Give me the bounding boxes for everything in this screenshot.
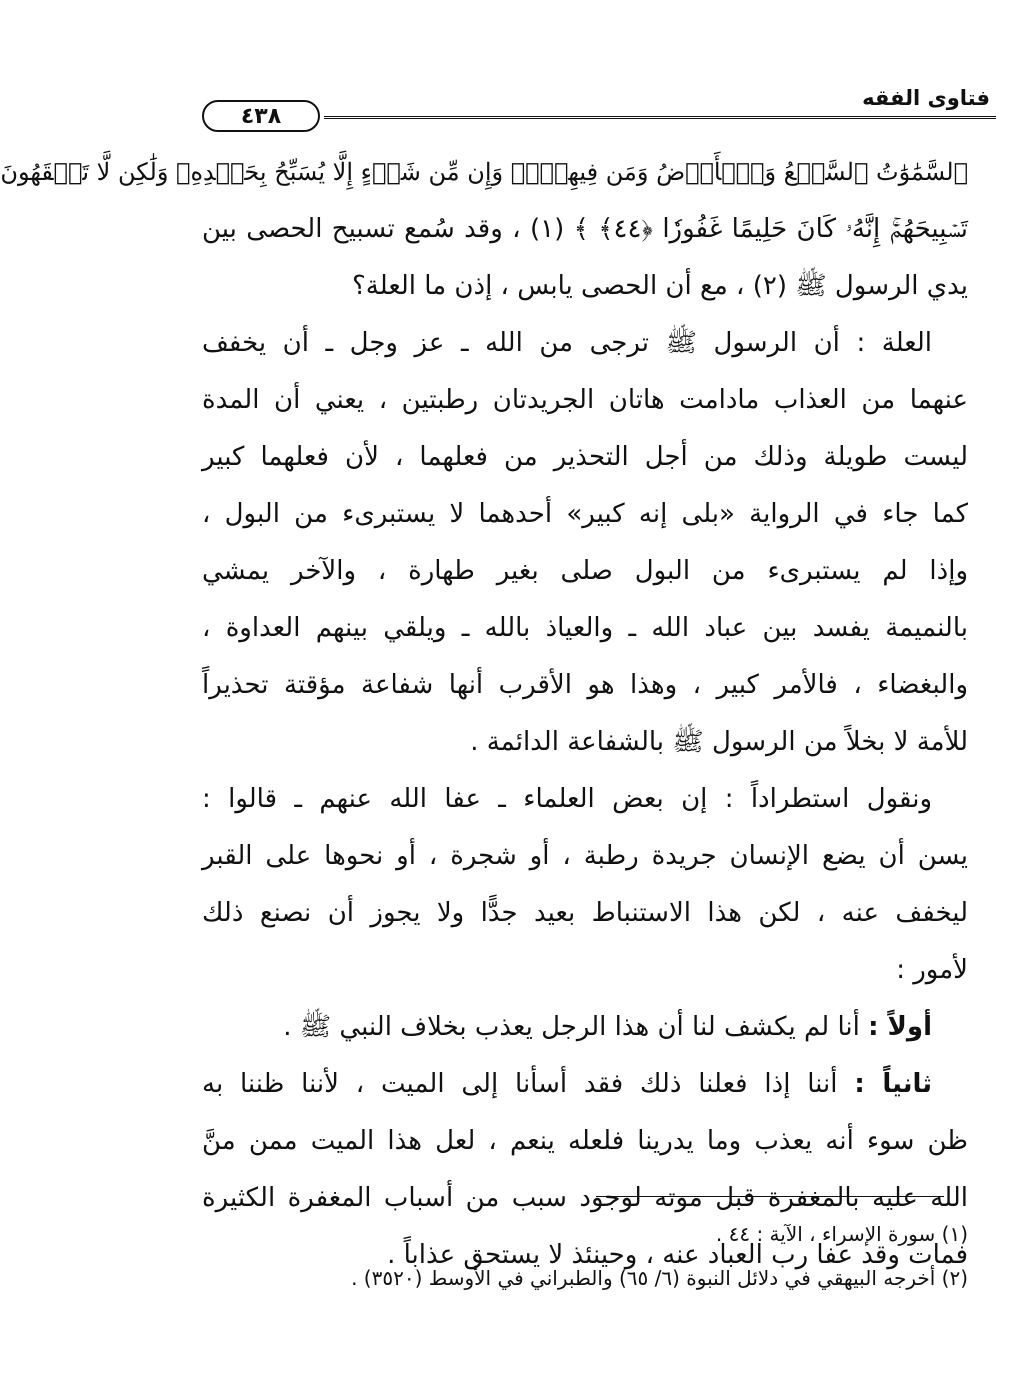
footnote-separator bbox=[596, 1196, 944, 1197]
footnotes bbox=[202, 1212, 968, 1300]
point-second-label: ثانياً : bbox=[854, 1069, 932, 1099]
book-title: فتاوى الفقه bbox=[862, 86, 990, 110]
text-line: وإذا لم يستبرىء من البول صلى بغير طهارة ، والآخر يمشي bbox=[202, 556, 968, 586]
text-line: والبغضاء ، فالأمر كبير ، وهذا هو الأقرب أنها شفاعة مؤقتة تحذيراً bbox=[202, 670, 968, 700]
body-text bbox=[0, 144, 968, 1284]
point-second bbox=[202, 1056, 968, 1113]
point-first-text: أنا لم يكشف لنا أن هذا الرجل يعذب بخلاف النبي ﷺ . bbox=[283, 1012, 860, 1042]
footnote-1: (١) سورة الإسراء ، الآية : ٤٤ . bbox=[715, 1222, 968, 1246]
text-line: ظن سوء أنه يعذب وما يدرينا فلعله ينعم ، لعل هذا الميت ممن منَّ bbox=[202, 1126, 968, 1156]
text-line: ٱلسَّمَٰوَٰتُ ٱلسَّبۡعُ وَٱلۡأَرۡضُ وَمَن فِيهِنَّۚ وَإِن مِّن شَيۡءٍ إِلَّا يُسَبِّحُ بِحَمۡدِهِۦ وَلَٰكِن لَّا تَفۡقَهُونَ bbox=[0, 158, 968, 186]
running-header bbox=[202, 86, 1000, 129]
text-line: كما جاء في الرواية «بلى إنه كبير» أحدهما لا يستبرىء من البول ، bbox=[202, 499, 968, 529]
text-line: ونقول استطراداً : إن بعض العلماء ـ عفا الله عنهم ـ قالوا : bbox=[202, 784, 932, 814]
text-line: ليخفف عنه ، لكن هذا الاستنباط بعيد جدًّا ولا يجوز أن نصنع ذلك bbox=[202, 898, 968, 928]
footnote-2: (٢) أخرجه البيهقي في دلائل النبوة (٦/ ٦٥) والطبراني في الأوسط (٣٥٢٠) . bbox=[351, 1266, 968, 1290]
text-line: يدي الرسول ﷺ (٢) ، مع أن الحصى يابس ، إذن ما العلة؟ bbox=[351, 271, 968, 301]
text-line: للأمة لا بخلاً من الرسول ﷺ بالشفاعة الدائمة . bbox=[470, 727, 968, 757]
text-line: الله عليه بالمغفرة قبل موته لوجود سبب من أسباب المغفرة الكثيرة bbox=[202, 1183, 968, 1213]
text-line: ليست طويلة وذلك من أجل التحذير من فعلهما ، لأن فعلهما كبير bbox=[202, 442, 968, 472]
text-line: بالنميمة يفسد بين عباد الله ـ والعياذ بالله ـ ويلقي بينهم العداوة ، bbox=[202, 613, 968, 643]
text-line: فمات وقد عفا رب العباد عنه ، وحينئذ لا يستحق عذاباً . bbox=[387, 1240, 968, 1270]
point-first-label: أولاً : bbox=[868, 1012, 932, 1042]
text-line: تَسۡبِيحَهُمۡۚ إِنَّهُۥ كَانَ حَلِيمًا غَفُورٗا ﴿٤٤﴾ ﴾ (١) ، وقد سُمع تسبيح الحصى بين bbox=[202, 214, 968, 244]
text-line: يسن أن يضع الإنسان جريدة رطبة ، أو شجرة ، أو نحوها على القبر bbox=[202, 841, 968, 871]
point-second-text: أننا إذا فعلنا ذلك فقد أسأنا إلى الميت ، لأننا ظننا به bbox=[202, 1069, 838, 1099]
header-rule bbox=[324, 116, 996, 119]
text-line: لأمور : bbox=[896, 955, 968, 985]
point-first bbox=[202, 999, 968, 1056]
page-number: ٤٣٨ bbox=[202, 100, 320, 132]
text-line: عنهما من العذاب مادامت هاتان الجريدتان رطبتين ، يعني أن المدة bbox=[202, 385, 968, 415]
text-line: العلة : أن الرسول ﷺ ترجى من الله ـ عز وجل ـ أن يخفف bbox=[202, 328, 932, 358]
